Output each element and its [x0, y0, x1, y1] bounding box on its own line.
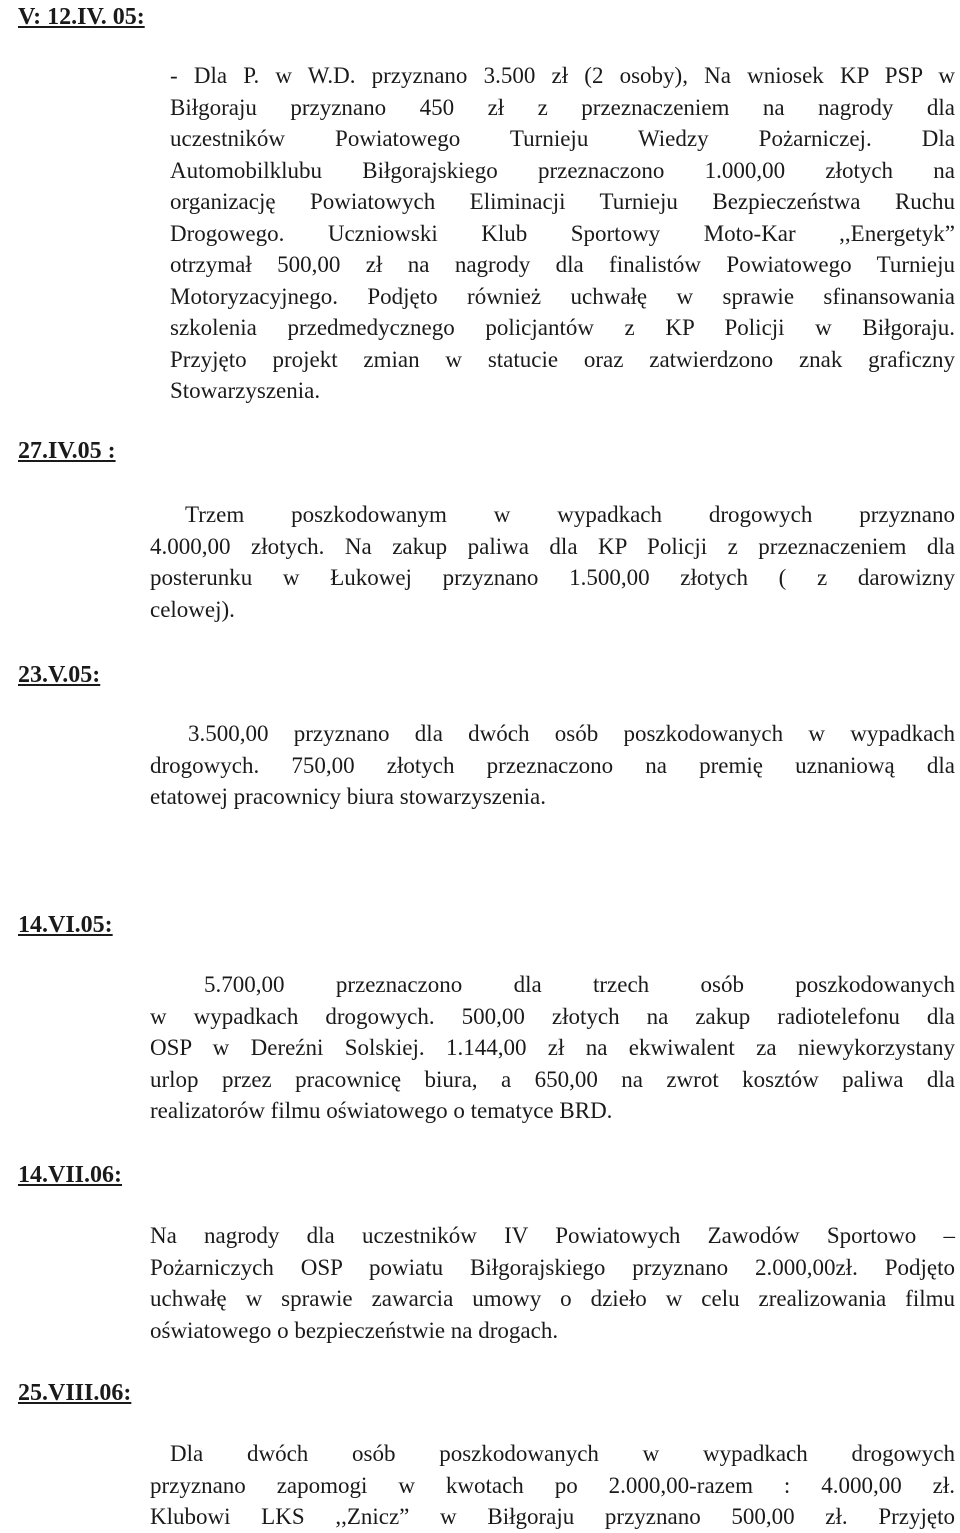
text-line: Automobilklubu Biłgorajskiego przeznaczono 1.000,00 złotych na — [170, 157, 955, 183]
text-line: OSP w Dereźni Solskiej. 1.144,00 zł na ekwiwalent za niewykorzystany — [150, 1035, 955, 1060]
entry-text — [170, 60, 955, 407]
entry-text — [150, 499, 955, 625]
text-line: realizatorów filmu oświatowego o tematyce BRD. — [150, 1098, 613, 1123]
entry-date: 25.VIII.06: — [18, 1380, 132, 1406]
entry-date: 23.V.05: — [18, 662, 101, 688]
text-line: 5.700,00 przeznaczono dla trzech osób poszkodowanych — [204, 972, 955, 997]
entry-date: 14.VII.06: — [18, 1162, 123, 1188]
text-line: organizację Powiatowych Eliminacji Turnieju Bezpieczeństwa Ruchu — [170, 189, 955, 214]
text-line: Klubowi LKS ,,Znicz” w Biłgoraju przyznano 500,00 zł. Przyjęto — [150, 1504, 955, 1529]
entry-date: V: 12.IV. 05: — [18, 4, 145, 30]
text-line: oświatowego o bezpieczeństwie na drogach. — [150, 1317, 559, 1343]
text-line: Trzem poszkodowanym w wypadkach drogowych przyznano — [185, 502, 955, 527]
text-line: w wypadkach drogowych. 500,00 złotych na zakup radiotelefonu dla — [150, 1003, 955, 1029]
text-line: Motoryzacyjnego. Podjęto również uchwałę w sprawie sfinansowania — [170, 283, 955, 309]
entry-text — [150, 1438, 955, 1533]
text-line: Przyjęto projekt zmian w statucie oraz zatwierdzono znak graficzny — [170, 346, 955, 372]
entry-text — [150, 718, 955, 813]
text-line: Biłgoraju przyznano 450 zł z przeznaczeniem na nagrody dla — [170, 94, 955, 120]
entry-date: 14.VI.05: — [18, 912, 113, 938]
text-line: Drogowego. Uczniowski Klub Sportowy Moto-Kar ,,Energetyk” — [170, 220, 955, 246]
text-line: posterunku w Łukowej przyznano 1.500,00 złotych ( z darowizny — [150, 565, 955, 590]
entry-text — [150, 969, 955, 1127]
text-line: uczestników Powiatowego Turnieju Wiedzy Pożarniczej. Dla — [170, 126, 955, 151]
text-line: drogowych. 750,00 złotych przeznaczono na premię uznaniową dla — [150, 752, 955, 778]
text-line: celowej). — [150, 596, 235, 622]
text-line: szkolenia przedmedycznego policjantów z KP Policji w Biłgoraju. — [170, 315, 955, 340]
text-line: etatowej pracownicy biura stowarzyszenia. — [150, 784, 546, 809]
text-line: - Dla P. w W.D. przyznano 3.500 zł (2 osoby), Na wniosek KP PSP w — [170, 63, 955, 88]
text-line: urlop przez pracownicę biura, a 650,00 na zwrot kosztów paliwa dla — [150, 1066, 955, 1092]
text-line: otrzymał 500,00 zł na nagrody dla finalistów Powiatowego Turnieju — [170, 252, 955, 277]
entry-date: 27.IV.05 : — [18, 438, 116, 464]
text-line: 3.500,00 przyznano dla dwóch osób poszkodowanych w wypadkach — [188, 721, 955, 746]
entry-text — [150, 1220, 955, 1346]
text-line: Pożarniczych OSP powiatu Biłgorajskiego przyznano 2.000,00zł. Podjęto — [150, 1254, 955, 1280]
text-line: przyznano zapomogi w kwotach po 2.000,00-razem : 4.000,00 zł. — [150, 1472, 955, 1498]
text-line: Dla dwóch osób poszkodowanych w wypadkach drogowych — [170, 1441, 955, 1466]
text-line: Na nagrody dla uczestników IV Powiatowych Zawodów Sportowo – — [150, 1223, 955, 1248]
text-line: 4.000,00 złotych. Na zakup paliwa dla KP Policji z przeznaczeniem dla — [150, 533, 955, 559]
text-line: uchwałę w sprawie zawarcia umowy o dzieło w celu zrealizowania filmu — [150, 1286, 955, 1311]
text-line: Stowarzyszenia. — [170, 378, 321, 403]
